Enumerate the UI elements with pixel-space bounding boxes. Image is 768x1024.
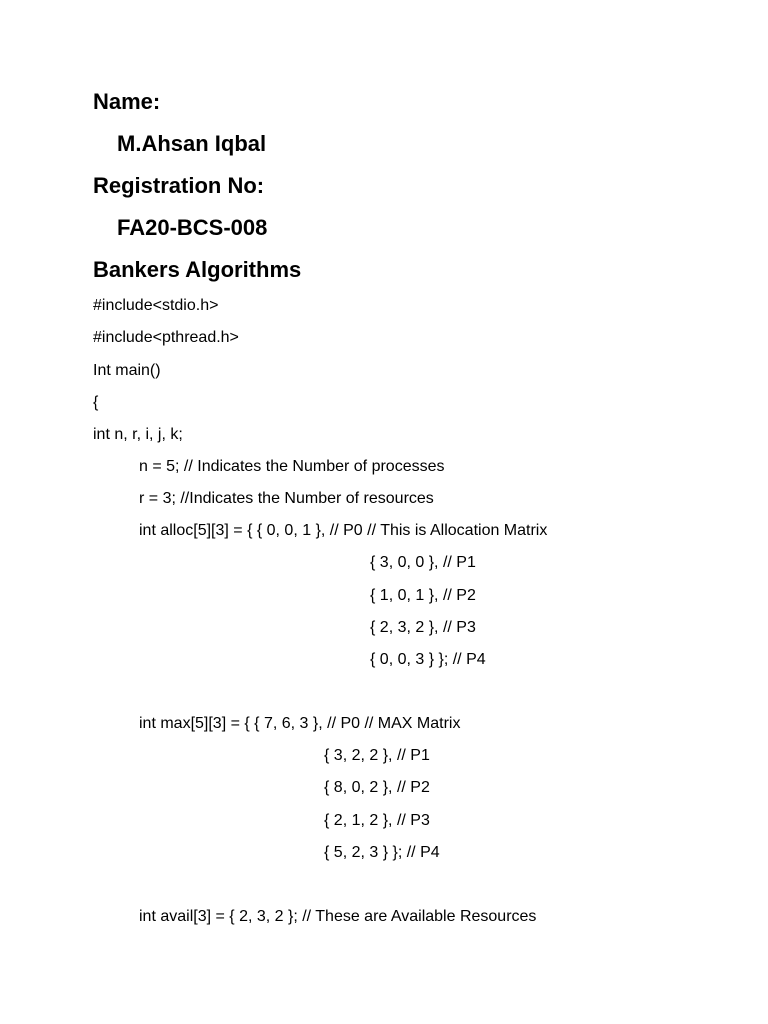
code-max-row: { 3, 2, 2 }, // P1 bbox=[324, 747, 430, 764]
name-label: Name: bbox=[93, 89, 161, 114]
code-alloc-row: { 1, 0, 1 }, // P2 bbox=[370, 587, 476, 604]
code-n-assignment: n = 5; // Indicates the Number of processes bbox=[139, 458, 445, 475]
code-r-assignment: r = 3; //Indicates the Number of resources bbox=[139, 490, 434, 507]
name-value: M.Ahsan Iqbal bbox=[117, 131, 267, 156]
code-main-signature: Int main() bbox=[93, 362, 161, 379]
code-alloc-row: int alloc[5][3] = { { 0, 0, 1 }, // P0 // This is Allocation Matrix bbox=[139, 522, 548, 539]
code-alloc-row: { 2, 3, 2 }, // P3 bbox=[370, 619, 476, 636]
code-max-row: { 8, 0, 2 }, // P2 bbox=[324, 779, 430, 796]
code-include-pthread: #include<pthread.h> bbox=[93, 329, 239, 346]
registration-value: FA20-BCS-008 bbox=[117, 215, 268, 240]
registration-label: Registration No: bbox=[93, 173, 265, 198]
code-include-stdio: #include<stdio.h> bbox=[93, 297, 219, 314]
code-max-row: { 5, 2, 3 } }; // P4 bbox=[324, 844, 440, 861]
code-avail-line: int avail[3] = { 2, 3, 2 }; // These are Available Resources bbox=[139, 908, 537, 925]
code-max-row: int max[5][3] = { { 7, 6, 3 }, // P0 // MAX Matrix bbox=[139, 715, 461, 732]
code-alloc-row: { 0, 0, 3 } }; // P4 bbox=[370, 651, 486, 668]
code-alloc-row: { 3, 0, 0 }, // P1 bbox=[370, 554, 476, 571]
code-max-row: { 2, 1, 2 }, // P3 bbox=[324, 812, 430, 829]
code-declarations: int n, r, i, j, k; bbox=[93, 426, 183, 443]
document-title: Bankers Algorithms bbox=[93, 257, 302, 282]
code-open-brace: { bbox=[93, 394, 99, 411]
